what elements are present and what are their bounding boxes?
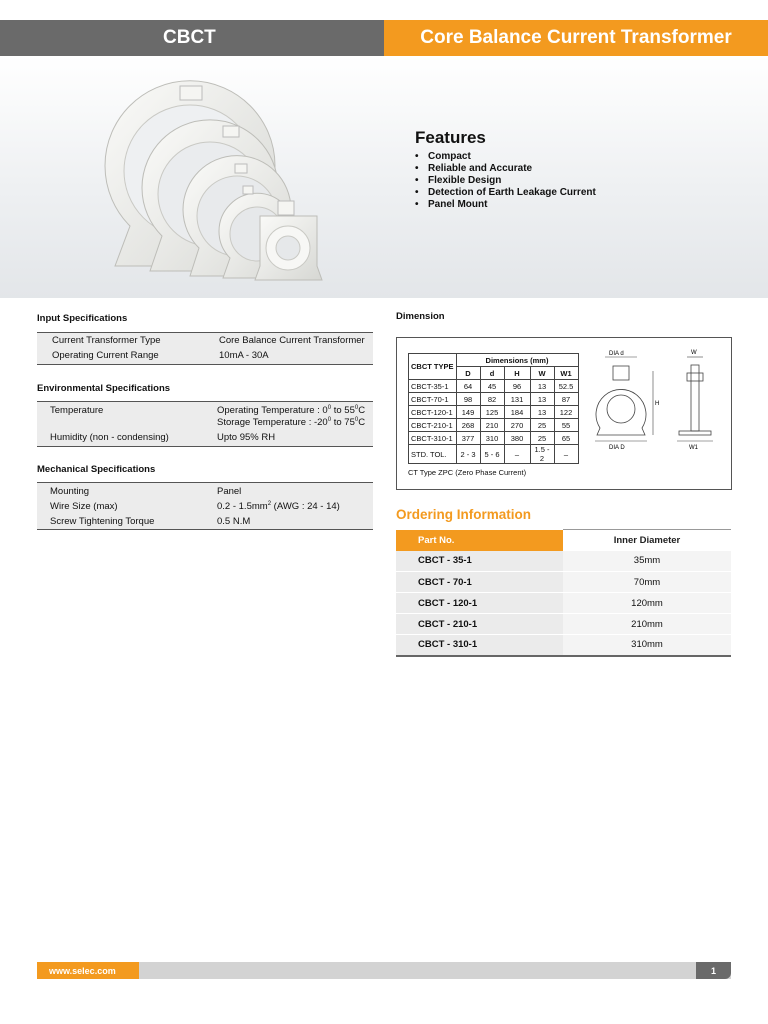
mech-specs-table	[37, 482, 373, 530]
dimension-cell: CBCT-310-1	[409, 432, 457, 445]
feature-item: • Compact	[415, 151, 596, 163]
footer-website-link[interactable]: www.selec.com	[37, 962, 139, 979]
dimension-cell: 184	[504, 406, 530, 419]
dimension-cell: 1.5 - 2	[530, 445, 554, 464]
dimension-cell: 5 - 6	[480, 445, 504, 464]
spec-label: Humidity (non - condensing)	[50, 432, 169, 443]
drawing-label-dia-D: DIA D	[609, 445, 625, 451]
dimension-box	[396, 337, 732, 490]
ordering-col-diameter: Inner Diameter	[563, 530, 731, 551]
spec-row	[50, 405, 373, 429]
dimension-cell: 98	[456, 393, 480, 406]
ordering-title: Ordering Information	[396, 507, 531, 522]
dimension-cell: 268	[456, 419, 480, 432]
dimension-row	[409, 380, 579, 393]
dimension-cell: –	[554, 445, 578, 464]
features-title: Features	[415, 128, 486, 147]
ordering-part-number: CBCT - 210-1	[396, 614, 563, 635]
env-specs-title: Environmental Specifications	[37, 383, 171, 394]
features-section	[415, 128, 596, 211]
dim-col-d: d	[480, 367, 504, 380]
dimension-cell: 210	[480, 419, 504, 432]
spec-value: $0.2 - 1.5mm^2$ (AWG : 24 - 14)	[217, 501, 340, 512]
env-specs-table	[37, 401, 373, 447]
ordering-part-number: CBCT - 70-1	[396, 572, 563, 593]
ordering-inner-diameter: 35mm	[563, 551, 731, 572]
dimension-cell: 82	[480, 393, 504, 406]
dimension-cell: 13	[530, 393, 554, 406]
header-title-left: CBCT	[0, 20, 384, 56]
spec-row	[50, 432, 373, 444]
ordering-row	[396, 614, 731, 635]
dimension-cell: STD. TOL.	[409, 445, 457, 464]
product-image	[95, 76, 335, 281]
dim-col-D: D	[456, 367, 480, 380]
dim-col-W: W	[530, 367, 554, 380]
dimension-cell: 55	[554, 419, 578, 432]
spec-label: Temperature	[50, 405, 104, 416]
dimension-row	[409, 445, 579, 464]
hero-banner	[0, 56, 768, 298]
ordering-table	[396, 529, 731, 657]
ordering-row	[396, 635, 731, 656]
dimension-cell: 96	[504, 380, 530, 393]
dim-col-H: H	[504, 367, 530, 380]
spec-value: Upto 95% RH	[217, 432, 276, 443]
spec-value: 10mA - 30A	[219, 350, 269, 361]
ordering-part-number: CBCT - 310-1	[396, 635, 563, 656]
ordering-inner-diameter: 70mm	[563, 572, 731, 593]
dimension-cell: CBCT-70-1	[409, 393, 457, 406]
dim-header-group: Dimensions (mm)	[456, 354, 578, 367]
ordering-inner-diameter: 120mm	[563, 593, 731, 614]
dimension-cell: 65	[554, 432, 578, 445]
ordering-part-number: CBCT - 35-1	[396, 551, 563, 572]
dimension-row	[409, 406, 579, 419]
spec-value: Operating Temperature : $0^0$ to $55^0C$ Storage Temperature : $-20^0$ to $75^0C$	[217, 405, 366, 428]
drawing-label-h: H	[655, 401, 660, 407]
dimension-cell: –	[504, 445, 530, 464]
dim-col-W1: W1	[554, 367, 578, 380]
dimension-row	[409, 432, 579, 445]
spec-value: Core Balance Current Transformer	[219, 335, 365, 346]
mech-specs-title: Mechanical Specifications	[37, 464, 156, 475]
dimension-cell: CBCT-35-1	[409, 380, 457, 393]
ct-type-note: CT Type ZPC (Zero Phase Current)	[408, 468, 527, 477]
ordering-col-part: Part No.	[396, 530, 563, 551]
footer-bar	[37, 962, 731, 979]
spec-label: Wire Size (max)	[50, 501, 118, 512]
spec-row	[50, 501, 373, 513]
dimension-cell: 13	[530, 380, 554, 393]
dimension-cell: 131	[504, 393, 530, 406]
dimension-cell: 64	[456, 380, 480, 393]
dimension-table	[408, 353, 579, 464]
dim-header-type: CBCT TYPE	[409, 354, 457, 380]
dimension-cell: 310	[480, 432, 504, 445]
spec-label: Mounting	[50, 486, 90, 497]
header-title-right: Core Balance Current Transformer	[384, 20, 768, 56]
feature-item: • Reliable and Accurate	[415, 163, 596, 175]
dimension-cell: 52.5	[554, 380, 578, 393]
dimension-cell: 270	[504, 419, 530, 432]
spec-row	[50, 516, 373, 528]
spec-row	[50, 486, 373, 498]
ordering-row	[396, 593, 731, 614]
spec-value: 0.5 N.M	[217, 516, 251, 527]
dimension-cell: CBCT-120-1	[409, 406, 457, 419]
input-specs-table	[37, 332, 373, 365]
feature-item: • Panel Mount	[415, 199, 596, 211]
dimension-cell: 13	[530, 406, 554, 419]
drawing-label-dia-d: DIA d	[609, 351, 624, 357]
spec-row	[52, 350, 373, 362]
ordering-row	[396, 572, 731, 593]
spec-row	[52, 335, 373, 347]
dimension-cell: 2 - 3	[456, 445, 480, 464]
feature-item: • Detection of Earth Leakage Current	[415, 187, 596, 199]
dimension-cell: 149	[456, 406, 480, 419]
dimension-title: Dimension	[396, 311, 445, 322]
page-number: 1	[696, 962, 731, 979]
feature-item: • Flexible Design	[415, 175, 596, 187]
ordering-row	[396, 551, 731, 572]
drawing-label-w1: W1	[689, 445, 698, 451]
dimension-cell: 25	[530, 432, 554, 445]
dimension-cell: 377	[456, 432, 480, 445]
features-list	[415, 151, 596, 211]
dimension-drawing	[587, 343, 727, 458]
ordering-inner-diameter: 210mm	[563, 614, 731, 635]
spec-label: Screw Tightening Torque	[50, 516, 155, 527]
input-specs-title: Input Specifications	[37, 313, 128, 324]
dimension-row	[409, 393, 579, 406]
spec-value: Panel	[217, 486, 242, 497]
dimension-cell: 125	[480, 406, 504, 419]
spec-label: Operating Current Range	[52, 350, 159, 361]
dimension-cell: CBCT-210-1	[409, 419, 457, 432]
dimension-cell: 87	[554, 393, 578, 406]
dimension-cell: 380	[504, 432, 530, 445]
ordering-inner-diameter: 310mm	[563, 635, 731, 656]
dimension-cell: 45	[480, 380, 504, 393]
spec-label: Current Transformer Type	[52, 335, 161, 346]
ordering-part-number: CBCT - 120-1	[396, 593, 563, 614]
dimension-cell: 25	[530, 419, 554, 432]
dimension-row	[409, 419, 579, 432]
drawing-label-w: W	[691, 350, 697, 356]
dimension-cell: 122	[554, 406, 578, 419]
